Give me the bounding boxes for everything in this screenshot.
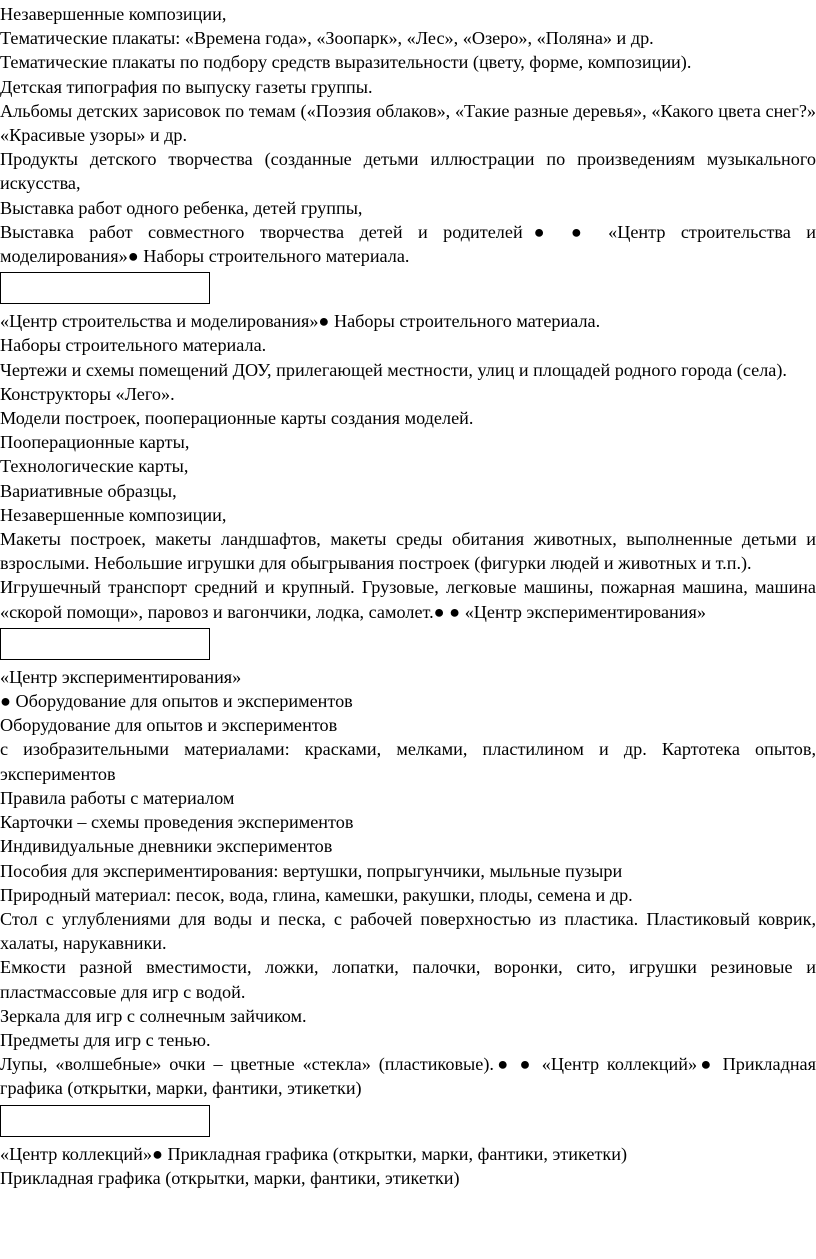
text-line: Модели построек, пооперационные карты создания моделей.	[0, 408, 474, 429]
text-line: Тематические плакаты: «Времена года», «Зоопарк», «Лес», «Озеро», «Поляна» и др.	[0, 28, 654, 49]
text-line: Детская типография по выпуску газеты группы.	[0, 76, 373, 97]
text-line: Индивидуальные дневники экспериментов	[0, 836, 333, 857]
empty-frame-box	[0, 628, 210, 660]
text-line: Технологические карты,	[0, 456, 189, 477]
text-line: Емкости разной вместимости, ложки, лопатки, палочки, воронки, сито, игрушки резиновые и пластмассовые для игр с водой.	[0, 957, 816, 1002]
text-line: Игрушечный транспорт средний и крупный. Грузовые, легковые машины, пожарная машина, машина «скорой помощи», паровоз и вагончики, лодка, самолет.● ● «Центр экспериментирования»	[0, 577, 816, 622]
text-line: Альбомы детских зарисовок по темам («Поэзия облаков», «Такие разные деревья», «Какого цвета снег?» «Красивые узоры» и др.	[0, 100, 816, 146]
text-line: Вариативные образцы,	[0, 480, 177, 501]
text-line: Продукты детского творчества (созданные детьми иллюстрации по произведениям музыкального искусства,	[0, 149, 816, 194]
text-line: Стол с углублениями для воды и песка, с рабочей поверхностью из пластика. Пластиковый коврик, халаты, нарукавники.	[0, 908, 816, 954]
text-line: Незавершенные композиции,	[0, 504, 227, 525]
text-line: Зеркала для игр с солнечным зайчиком.	[0, 1005, 307, 1026]
text-line: Тематические плакаты по подбору средств выразительности (цвету, форме, композиции).	[0, 52, 692, 73]
text-line: Пооперационные карты,	[0, 432, 190, 453]
text-line: Правила работы с материалом	[0, 787, 235, 808]
text-line: Карточки – схемы проведения экспериментов	[0, 812, 354, 833]
text-line: Конструкторы «Лего».	[0, 383, 175, 404]
text-line: Лупы, «волшебные» очки – цветные «стекла» (пластиковые).● ● «Центр коллекций»● Прикладная графика (открытки, марки, фантики, этикетки)	[0, 1054, 816, 1099]
text-line: Предметы для игр с тенью.	[0, 1029, 211, 1050]
text-line: «Центр экспериментирования»	[0, 666, 242, 687]
text-line: ● Оборудование для опытов и экспериментов	[0, 691, 353, 712]
text-line: Макеты построек, макеты ландшафтов, макеты среды обитания животных, выполненные детьми и взрослыми. Небольшие игрушки для обыгрывания построек (фигурки людей и животных и т.п.).	[0, 529, 816, 574]
text-line: Прикладная графика (открытки, марки, фантики, этикетки)	[0, 1167, 460, 1188]
text-line: Незавершенные композиции,	[0, 4, 227, 24]
text-line: Наборы строительного материала.	[0, 335, 267, 356]
text-line: «Центр коллекций»● Прикладная графика (открытки, марки, фантики, этикетки)	[0, 1143, 628, 1164]
text-line: Выставка работ совместного творчества детей и родителей● ● «Центр строительства и моделирования»● Наборы строительного материала.	[0, 221, 816, 267]
text-line: Оборудование для опытов и экспериментов	[0, 715, 338, 736]
text-line: Чертежи и схемы помещений ДОУ, прилегающей местности, улиц и площадей родного города (села).	[0, 359, 787, 380]
empty-frame-box	[0, 272, 210, 304]
text-line: Природный материал: песок, вода, глина, камешки, ракушки, плоды, семена и др.	[0, 884, 633, 905]
text-line: Пособия для экспериментирования: вертушки, попрыгунчики, мыльные пузыри	[0, 860, 623, 881]
empty-frame-box	[0, 1105, 210, 1137]
text-line: Выставка работ одного ребенка, детей группы,	[0, 197, 363, 218]
text-line: с изобразительными материалами: красками, мелками, пластилином и др. Картотека опытов, экспериментов	[0, 739, 816, 784]
text-line: «Центр строительства и моделирования»● Наборы строительного материала.	[0, 311, 601, 332]
